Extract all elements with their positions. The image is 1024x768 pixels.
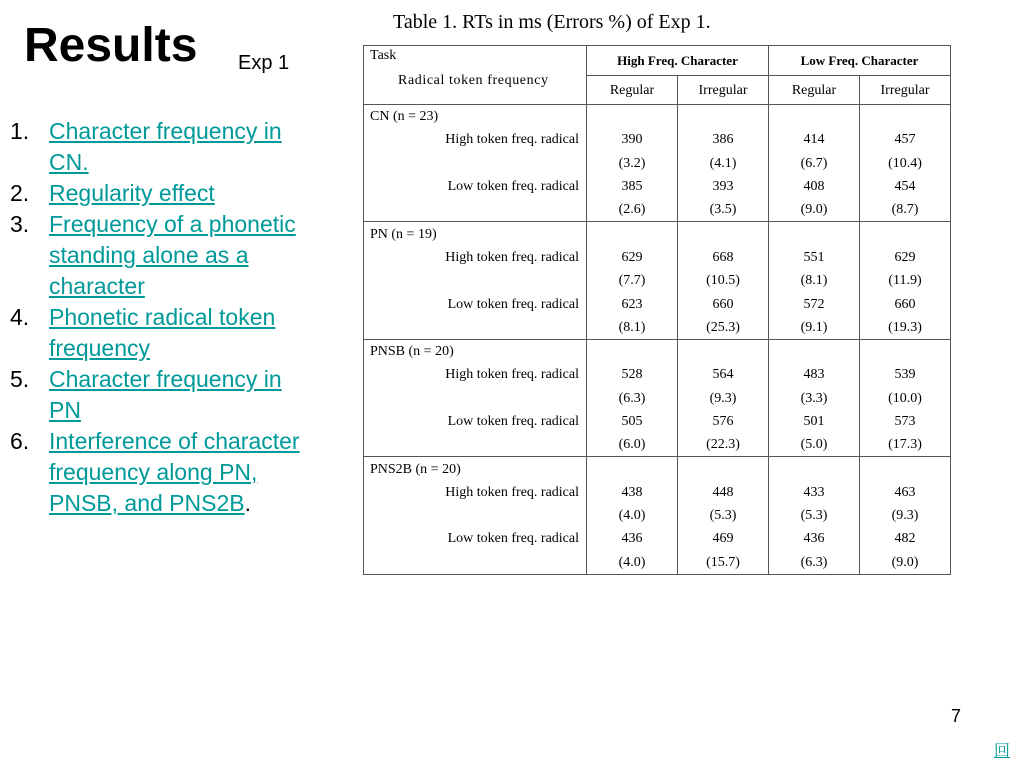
back-link[interactable]: 回 bbox=[994, 743, 1011, 760]
error-cell: (3.3) bbox=[769, 387, 860, 410]
list-item-number: 1. bbox=[10, 118, 30, 144]
results-table bbox=[363, 45, 951, 575]
list-item-suffix: . bbox=[244, 490, 251, 516]
rt-cell: 629 bbox=[587, 246, 678, 269]
result-link-4[interactable]: Phonetic radical token frequency bbox=[49, 304, 276, 361]
table-row bbox=[364, 551, 951, 575]
row-label: Low token freq. radical bbox=[447, 296, 579, 312]
error-cell: (15.7) bbox=[678, 551, 769, 575]
rt-cell: 668 bbox=[678, 246, 769, 269]
list-item bbox=[0, 178, 300, 209]
high-freq-character-header: High Freq. Character bbox=[587, 46, 769, 76]
table-row bbox=[364, 246, 951, 269]
rt-cell: 463 bbox=[860, 481, 951, 504]
error-cell: (11.9) bbox=[860, 269, 951, 292]
error-cell: (4.0) bbox=[587, 551, 678, 575]
table-row bbox=[364, 198, 951, 222]
table-group bbox=[364, 105, 951, 222]
error-cell: (5.3) bbox=[769, 504, 860, 527]
table-row bbox=[364, 128, 951, 151]
table-row bbox=[364, 316, 951, 340]
rt-cell: 457 bbox=[860, 128, 951, 151]
list-item-number: 5. bbox=[10, 366, 30, 392]
list-item bbox=[0, 364, 300, 426]
result-link-1[interactable]: Character frequency in CN. bbox=[49, 118, 282, 175]
rt-cell: 629 bbox=[860, 246, 951, 269]
table-cell bbox=[364, 269, 587, 292]
result-link-5[interactable]: Character frequency in PN bbox=[49, 366, 282, 423]
table-row bbox=[364, 292, 951, 315]
table-cell bbox=[587, 457, 678, 481]
rt-cell: 438 bbox=[587, 481, 678, 504]
rt-cell: 551 bbox=[769, 246, 860, 269]
rt-cell: 390 bbox=[587, 128, 678, 151]
page-subtitle: Exp 1 bbox=[238, 52, 290, 74]
table-row bbox=[364, 527, 951, 550]
error-cell: (5.3) bbox=[678, 504, 769, 527]
table-cell bbox=[364, 387, 587, 410]
rt-cell: 564 bbox=[678, 363, 769, 386]
error-cell: (10.4) bbox=[860, 152, 951, 175]
list-item bbox=[0, 426, 300, 519]
rt-cell: 469 bbox=[678, 527, 769, 550]
table-cell bbox=[860, 339, 951, 363]
error-cell: (17.3) bbox=[860, 433, 951, 457]
row-label: Low token freq. radical bbox=[447, 414, 579, 429]
rt-cell: 436 bbox=[587, 527, 678, 550]
table-cell bbox=[364, 504, 587, 527]
error-cell: (22.3) bbox=[678, 433, 769, 457]
list-item bbox=[0, 116, 300, 178]
group-name-row bbox=[364, 457, 951, 481]
row-label: Low token freq. radical bbox=[447, 179, 579, 195]
low-freq-character-header: Low Freq. Character bbox=[769, 46, 951, 76]
rt-cell: 483 bbox=[769, 363, 860, 386]
error-cell: (8.1) bbox=[587, 316, 678, 340]
table-cell bbox=[769, 457, 860, 481]
list-item-number: 6. bbox=[10, 428, 30, 454]
table-row bbox=[364, 152, 951, 175]
table-row bbox=[364, 504, 951, 527]
rt-cell: 393 bbox=[678, 175, 769, 198]
table-cell bbox=[769, 105, 860, 129]
error-cell: (8.7) bbox=[860, 198, 951, 222]
table-cell bbox=[587, 339, 678, 363]
table-cell bbox=[678, 457, 769, 481]
result-link-6[interactable]: Interference of character frequency along PN, PNSB, and PNS2B bbox=[49, 428, 300, 516]
result-link-2[interactable]: Regularity effect bbox=[49, 180, 215, 206]
table-group bbox=[364, 222, 951, 339]
table-cell bbox=[678, 339, 769, 363]
row-label: High token freq. radical bbox=[445, 367, 579, 383]
error-cell: (9.3) bbox=[860, 504, 951, 527]
page-title: Results bbox=[24, 19, 198, 72]
error-cell: (6.3) bbox=[769, 551, 860, 575]
error-cell: (10.5) bbox=[678, 269, 769, 292]
error-cell: (9.3) bbox=[678, 387, 769, 410]
error-cell: (10.0) bbox=[860, 387, 951, 410]
table-group bbox=[364, 339, 951, 456]
rt-cell: 386 bbox=[678, 128, 769, 151]
rt-cell: 433 bbox=[769, 481, 860, 504]
error-cell: (9.1) bbox=[769, 316, 860, 340]
group-name-row bbox=[364, 105, 951, 129]
error-cell: (4.0) bbox=[587, 504, 678, 527]
task-label: Task bbox=[370, 48, 397, 63]
table-cell bbox=[587, 222, 678, 246]
error-cell: (5.0) bbox=[769, 433, 860, 457]
table-cell bbox=[678, 105, 769, 129]
column-header: Regular bbox=[587, 76, 678, 105]
error-cell: (6.3) bbox=[587, 387, 678, 410]
table-row bbox=[364, 363, 951, 386]
rt-cell: 576 bbox=[678, 410, 769, 433]
rt-cell: 482 bbox=[860, 527, 951, 550]
table-cell bbox=[364, 152, 587, 175]
rt-cell: 660 bbox=[678, 292, 769, 315]
table-cell bbox=[364, 198, 587, 222]
list-item-number: 3. bbox=[10, 211, 30, 237]
column-header: Irregular bbox=[678, 76, 769, 105]
table-row bbox=[364, 410, 951, 433]
error-cell: (4.1) bbox=[678, 152, 769, 175]
table-cell bbox=[587, 105, 678, 129]
error-cell: (19.3) bbox=[860, 316, 951, 340]
error-cell: (25.3) bbox=[678, 316, 769, 340]
rt-cell: 436 bbox=[769, 527, 860, 550]
results-list bbox=[0, 116, 300, 519]
list-item-number: 2. bbox=[10, 180, 30, 206]
table-row bbox=[364, 387, 951, 410]
table-cell bbox=[364, 551, 587, 575]
error-cell: (3.2) bbox=[587, 152, 678, 175]
table-row bbox=[364, 433, 951, 457]
error-cell: (2.6) bbox=[587, 198, 678, 222]
list-item bbox=[0, 302, 300, 364]
row-label: High token freq. radical bbox=[445, 249, 579, 265]
group-name: PNSB (n = 20) bbox=[370, 344, 454, 360]
error-cell: (8.1) bbox=[769, 269, 860, 292]
group-name: PNS2B (n = 20) bbox=[370, 461, 461, 477]
table-row bbox=[364, 175, 951, 198]
table-cell bbox=[364, 433, 587, 457]
table-header bbox=[364, 46, 951, 105]
error-cell: (9.0) bbox=[860, 551, 951, 575]
page-number: 7 bbox=[951, 706, 962, 726]
table-caption: Table 1. RTs in ms (Errors %) of Exp 1. bbox=[393, 11, 711, 33]
rt-cell: 528 bbox=[587, 363, 678, 386]
rt-cell: 572 bbox=[769, 292, 860, 315]
table-cell bbox=[769, 222, 860, 246]
table-cell bbox=[678, 222, 769, 246]
group-name: CN (n = 23) bbox=[370, 109, 439, 125]
error-cell: (9.0) bbox=[769, 198, 860, 222]
row-label: High token freq. radical bbox=[445, 484, 579, 500]
table-cell bbox=[769, 339, 860, 363]
table-group bbox=[364, 457, 951, 574]
table-row bbox=[364, 269, 951, 292]
result-link-3[interactable]: Frequency of a phonetic standing alone as a character bbox=[49, 211, 296, 299]
table-header-row bbox=[364, 46, 951, 76]
list-item-number: 4. bbox=[10, 304, 30, 330]
rt-cell: 385 bbox=[587, 175, 678, 198]
rt-cell: 573 bbox=[860, 410, 951, 433]
column-header: Irregular bbox=[860, 76, 951, 105]
radical-token-frequency-label: Radical token frequency bbox=[398, 73, 549, 88]
rt-cell: 408 bbox=[769, 175, 860, 198]
rt-cell: 448 bbox=[678, 481, 769, 504]
row-label: Low token freq. radical bbox=[447, 531, 579, 547]
group-name-row bbox=[364, 339, 951, 363]
list-item bbox=[0, 209, 300, 302]
task-header-cell bbox=[364, 46, 587, 105]
rt-cell: 501 bbox=[769, 410, 860, 433]
column-header: Regular bbox=[769, 76, 860, 105]
rt-cell: 505 bbox=[587, 410, 678, 433]
rt-cell: 623 bbox=[587, 292, 678, 315]
group-name-row bbox=[364, 222, 951, 246]
table-cell bbox=[860, 457, 951, 481]
table-cell bbox=[364, 316, 587, 340]
error-cell: (6.0) bbox=[587, 433, 678, 457]
table-row bbox=[364, 481, 951, 504]
row-label: High token freq. radical bbox=[445, 132, 579, 148]
table-cell bbox=[860, 222, 951, 246]
error-cell: (3.5) bbox=[678, 198, 769, 222]
table-cell bbox=[860, 105, 951, 129]
rt-cell: 414 bbox=[769, 128, 860, 151]
error-cell: (6.7) bbox=[769, 152, 860, 175]
rt-cell: 660 bbox=[860, 292, 951, 315]
rt-cell: 539 bbox=[860, 363, 951, 386]
rt-cell: 454 bbox=[860, 175, 951, 198]
error-cell: (7.7) bbox=[587, 269, 678, 292]
group-name: PN (n = 19) bbox=[370, 226, 437, 242]
